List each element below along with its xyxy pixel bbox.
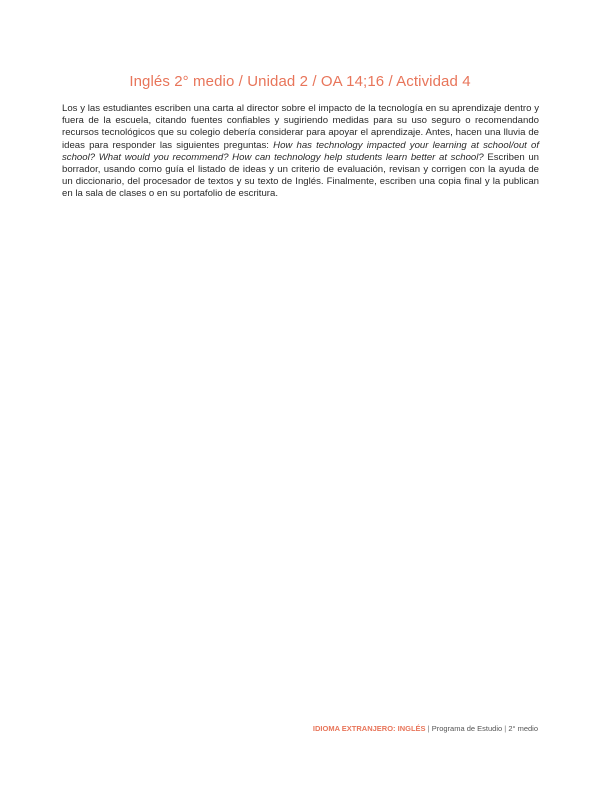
- footer-program: Programa de Estudio: [431, 724, 503, 733]
- page-footer: [313, 724, 538, 733]
- description-questions: How has technology impacted your learning at school/out of school? What would you recommend? How can technology help students learn better at school?: [62, 139, 539, 163]
- description-steps: Escriben un borrador, usando como guía el listado de ideas y un criterio de evaluación, revisan y corrigen con la ayuda de un diccionario, del procesador de textos y su texto de Inglés. Finalmente, escriben una copia final y la publican en la sala de clases o en su portafolio de escritura.: [62, 151, 539, 200]
- footer-separator: |: [427, 724, 430, 733]
- footer-subject: IDIOMA EXTRANJERO: INGLÉS: [312, 724, 426, 733]
- activity-description: [62, 103, 539, 201]
- footer-separator: |: [504, 724, 507, 733]
- footer-level: 2° medio: [508, 724, 538, 733]
- description-intro: Los y las estudiantes escriben una carta al director sobre el impacto de la tecnología en su aprendizaje dentro y fuera de la escuela, citando fuentes confiables y sugiriendo medidas para su uso seguro o recomendando recursos tecnológicos que su colegio debería considerar para apoyar el aprendizaje. Antes, hacen una lluvia de ideas para responder las siguientes preguntas:: [62, 103, 539, 151]
- page-title: Inglés 2° medio / Unidad 2 / OA 14;16 / Actividad 4: [129, 73, 471, 90]
